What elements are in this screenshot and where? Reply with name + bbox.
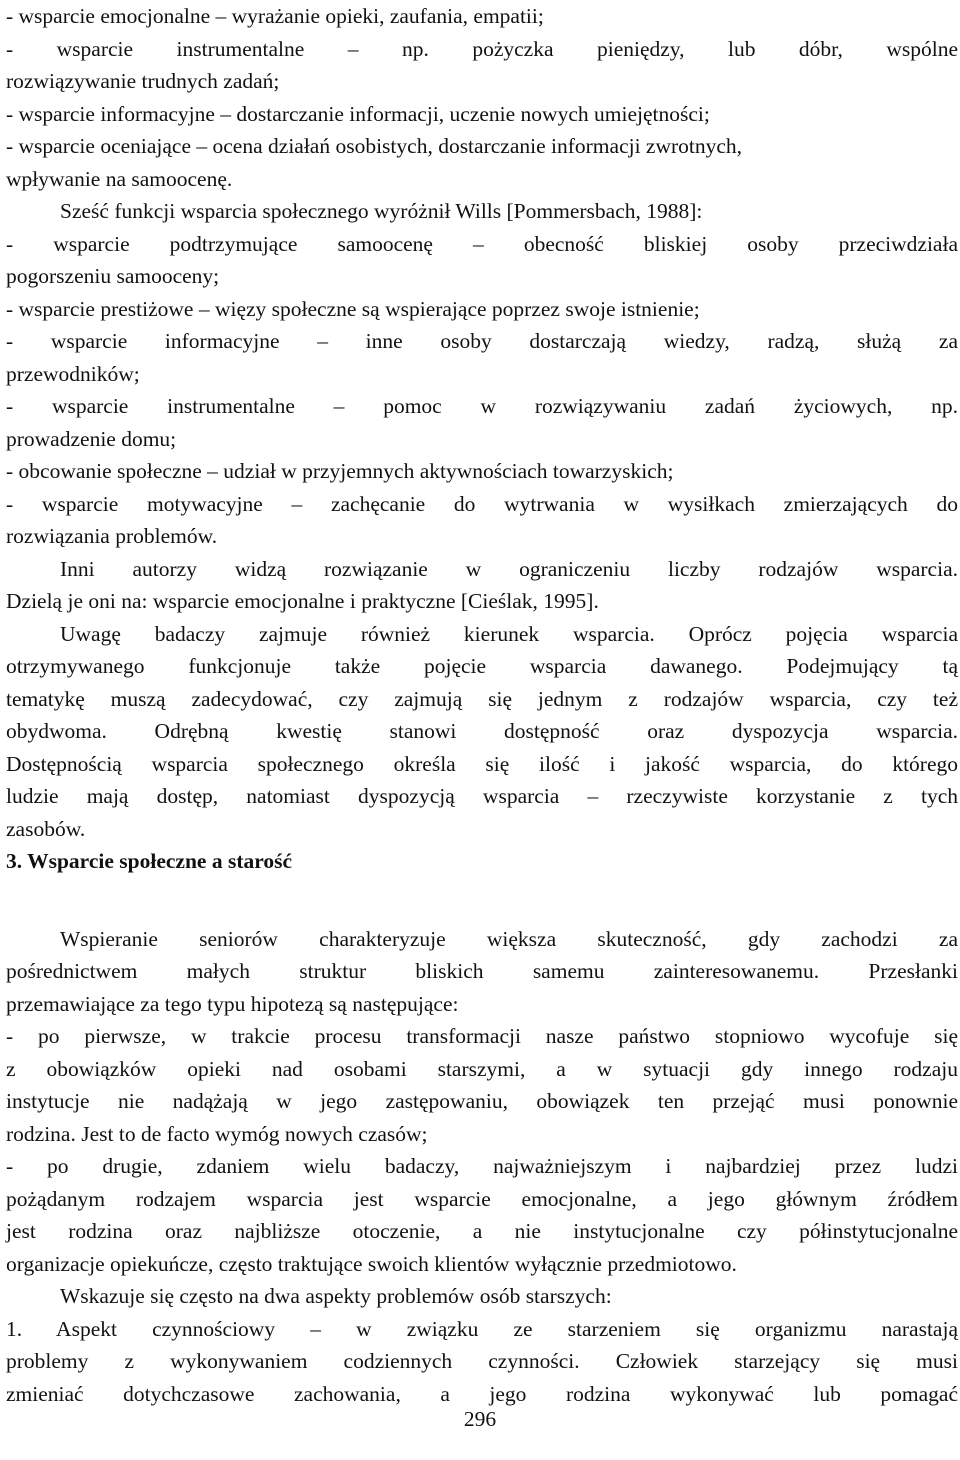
text-line: - wsparcie emocjonalne – wyrażanie opieki, zaufania, empatii; bbox=[6, 4, 544, 28]
text-line: - wsparcie informacyjne – inne osoby dostarczają wiedzy, radzą, służą za bbox=[6, 329, 958, 353]
text-line: - wsparcie informacyjne – dostarczanie informacji, uczenie nowych umiejętności; bbox=[6, 101, 710, 126]
text-line: Dzielą je oni na: wsparcie emocjonalne i praktyczne [Cieślak, 1995]. bbox=[6, 589, 599, 613]
text-line: jest rodzina oraz najbliższe otoczenie, a nie instytucjonalne czy półinstytucjonalne bbox=[6, 1219, 958, 1243]
text-line: rozwiązania problemów. bbox=[6, 524, 218, 548]
text-line: - wsparcie instrumentalne – pomoc w rozwiązywaniu zadań życiowych, np. bbox=[6, 394, 958, 418]
section-gap bbox=[6, 878, 958, 923]
text-line: zasobów. bbox=[6, 816, 86, 841]
text-line: - wsparcie instrumentalne – np. pożyczka pieniędzy, lub dóbr, wspólne bbox=[6, 36, 958, 61]
text-line: wpływanie na samoocenę. bbox=[6, 166, 233, 191]
text-line: - wsparcie prestiżowe – więzy społeczne są wspierające poprzez swoje istnienie; bbox=[6, 296, 700, 321]
text-line: Inni autorzy widzą rozwiązanie w ograniczeniu liczby rodzajów wsparcia. bbox=[60, 556, 958, 581]
text-line: Wspieranie seniorów charakteryzuje większa skuteczność, gdy zachodzi za bbox=[60, 926, 958, 951]
text-line: zmieniać dotychczasowe zachowania, a jego rodzina wykonywać lub pomagać bbox=[6, 1381, 958, 1406]
text-line: problemy z wykonywaniem codziennych czynności. Człowiek starzejący się musi bbox=[6, 1349, 958, 1373]
text-line: pożądanym rodzajem wsparcia jest wsparcie emocjonalne, a jego głównym źródłem bbox=[6, 1186, 958, 1211]
document-page bbox=[6, 0, 958, 1410]
text-line: tematykę muszą zadecydować, czy zajmują się jednym z rodzajów wsparcia, czy też bbox=[6, 686, 958, 711]
text-line: - wsparcie oceniające – ocena działań osobistych, dostarczanie informacji zwrotnych, bbox=[6, 134, 743, 158]
text-line: prowadzenie domu; bbox=[6, 426, 177, 451]
text-line: z obowiązków opieki nad osobami starszymi, a w sytuacji gdy innego rodzaju bbox=[6, 1056, 958, 1081]
text-line: - obcowanie społeczne – udział w przyjemnych aktywnościach towarzyskich; bbox=[6, 459, 674, 483]
page-number: 296 bbox=[463, 1407, 497, 1431]
text-line: - po drugie, zdaniem wielu badaczy, najważniejszym i najbardziej przez ludzi bbox=[6, 1154, 958, 1178]
text-line: obydwoma. Odrębną kwestię stanowi dostępność oraz dyspozycja wsparcia. bbox=[6, 719, 958, 743]
text-line: organizacje opiekuńcze, często traktujące swoich klientów wyłącznie przedmiotowo. bbox=[6, 1251, 737, 1276]
text-line: - wsparcie podtrzymujące samoocenę – obecność bliskiej osoby przeciwdziała bbox=[6, 231, 958, 256]
text-line: przewodników; bbox=[6, 361, 140, 386]
text-line: rozwiązywanie trudnych zadań; bbox=[6, 69, 280, 93]
text-line: pogorszeniu samooceny; bbox=[6, 264, 220, 288]
text-line: Sześć funkcji wsparcia społecznego wyróżnił Wills [Pommersbach, 1988]: bbox=[60, 199, 703, 223]
text-line: Dostępnością wsparcia społecznego określa się ilość i jakość wsparcia, do którego bbox=[6, 751, 958, 776]
text-line: rodzina. Jest to de facto wymóg nowych czasów; bbox=[6, 1121, 428, 1146]
text-line: Wskazuje się często na dwa aspekty problemów osób starszych: bbox=[60, 1284, 612, 1308]
text-line: instytucje nie nadążają w jego zastępowaniu, obowiązek ten przejąć musi ponownie bbox=[6, 1089, 958, 1113]
text-line: otrzymywanego funkcjonuje także pojęcie wsparcia dawanego. Podejmujący tą bbox=[6, 654, 958, 678]
text-line: - po pierwsze, w trakcie procesu transformacji nasze państwo stopniowo wycofuje się bbox=[6, 1024, 958, 1048]
section-heading: 3. Wsparcie społeczne a starość bbox=[6, 849, 293, 873]
text-line: Uwagę badaczy zajmuje również kierunek wsparcia. Oprócz pojęcia wsparcia bbox=[60, 621, 958, 646]
text-line: pośrednictwem małych struktur bliskich samemu zainteresowanemu. Przesłanki bbox=[6, 959, 958, 983]
text-line: przemawiające za tego typu hipotezą są następujące: bbox=[6, 991, 459, 1016]
text-line: 1. Aspekt czynnościowy – w związku ze starzeniem się organizmu narastają bbox=[6, 1316, 958, 1341]
text-line: ludzie mają dostęp, natomiast dyspozycją wsparcia – rzeczywiste korzystanie z tych bbox=[6, 784, 958, 808]
text-line: - wsparcie motywacyjne – zachęcanie do wytrwania w wysiłkach zmierzających do bbox=[6, 491, 958, 516]
